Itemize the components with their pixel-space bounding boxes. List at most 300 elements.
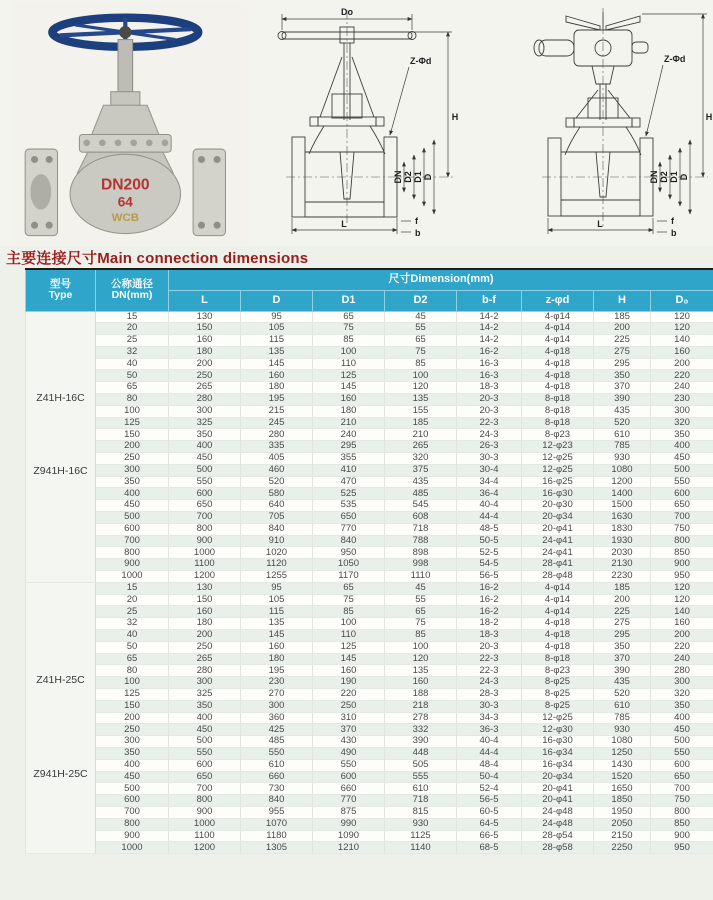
dimension-cell: 250 xyxy=(96,724,169,736)
dimension-cell: 225 xyxy=(594,606,651,618)
dimension-cell: 16-3 xyxy=(457,358,522,370)
dimension-cell: 16-2 xyxy=(457,582,522,594)
dimension-cell: 718 xyxy=(385,795,457,807)
dimension-cell: 300 xyxy=(169,405,241,417)
dimension-cell: 8-φ18 xyxy=(522,653,594,665)
dimension-cell: 180 xyxy=(241,653,313,665)
dimension-cell: 650 xyxy=(651,771,713,783)
dimension-cell: 660 xyxy=(313,783,385,795)
dimension-cell: 230 xyxy=(241,677,313,689)
dimension-cell: 48-5 xyxy=(457,523,522,535)
model-label: Z941H-25C xyxy=(33,768,88,781)
table-row xyxy=(26,441,713,453)
dimension-cell: 230 xyxy=(651,394,713,406)
dimension-cell: 875 xyxy=(313,806,385,818)
dimension-cell: 160 xyxy=(169,606,241,618)
dimension-cell: 600 xyxy=(313,771,385,783)
dimension-cell: 610 xyxy=(241,759,313,771)
dimension-cell: 16-φ30 xyxy=(522,736,594,748)
dimension-cell: 120 xyxy=(385,653,457,665)
dimension-cell: 1070 xyxy=(241,818,313,830)
dimension-cell: 1250 xyxy=(594,747,651,759)
dimension-cell: 280 xyxy=(651,665,713,677)
header-col-bf: b-f xyxy=(457,290,522,311)
dimension-cell: 24-3 xyxy=(457,429,522,441)
dimension-cell: 350 xyxy=(594,641,651,653)
dimension-cell: 30-3 xyxy=(457,453,522,465)
table-row xyxy=(26,346,713,358)
dimension-cell: 12-φ25 xyxy=(522,453,594,465)
dimension-cell: 12-φ30 xyxy=(522,724,594,736)
dimension-cell: 1180 xyxy=(241,830,313,842)
dimension-cell: 295 xyxy=(594,630,651,642)
dimension-cell: 1000 xyxy=(169,547,241,559)
dimension-cell: 900 xyxy=(169,535,241,547)
dimension-cell: 700 xyxy=(169,783,241,795)
dimension-cell: 20 xyxy=(96,594,169,606)
dimension-cell: 545 xyxy=(385,500,457,512)
dimension-cell: 20-φ41 xyxy=(522,795,594,807)
dimension-cell: 100 xyxy=(313,346,385,358)
dimension-cell: 20-φ34 xyxy=(522,512,594,524)
dimension-cell: 8-φ18 xyxy=(522,394,594,406)
dimension-cell: 34-4 xyxy=(457,476,522,488)
dimension-cell: 300 xyxy=(241,700,313,712)
dimension-cell: 998 xyxy=(385,559,457,571)
dimension-cell: 30-3 xyxy=(457,700,522,712)
table-header xyxy=(26,269,713,311)
dimension-cell: 180 xyxy=(169,618,241,630)
dimension-cell: 405 xyxy=(241,453,313,465)
dimension-cell: 50-4 xyxy=(457,771,522,783)
dimension-cell: 12-φ25 xyxy=(522,712,594,724)
dimension-cell: 240 xyxy=(651,382,713,394)
dimension-cell: 295 xyxy=(594,358,651,370)
dimension-cell: 505 xyxy=(385,759,457,771)
dimension-cell: 950 xyxy=(651,571,713,583)
dimension-cell: 250 xyxy=(313,700,385,712)
dimension-cell: 160 xyxy=(313,665,385,677)
dimension-cell: 1110 xyxy=(385,571,457,583)
dimension-cell: 145 xyxy=(313,382,385,394)
dimension-cell: 24-φ48 xyxy=(522,818,594,830)
dimension-cell: 500 xyxy=(169,464,241,476)
dimension-cell: 1520 xyxy=(594,771,651,783)
dimension-cell: 25 xyxy=(96,335,169,347)
dimension-cell: 1100 xyxy=(169,830,241,842)
dimension-cell: 1170 xyxy=(313,571,385,583)
table-row xyxy=(26,571,713,583)
illustration-strip xyxy=(0,0,713,246)
dimension-cell: 2030 xyxy=(594,547,651,559)
dimension-cell: 600 xyxy=(96,795,169,807)
dimension-cell: 278 xyxy=(385,712,457,724)
dimension-cell: 550 xyxy=(651,476,713,488)
dimension-cell: 1430 xyxy=(594,759,651,771)
table-row xyxy=(26,618,713,630)
dimension-cell: 4-φ14 xyxy=(522,311,594,323)
dimension-cell: 265 xyxy=(385,441,457,453)
dimension-cell: 145 xyxy=(241,630,313,642)
dimension-cell: 85 xyxy=(313,335,385,347)
table-row xyxy=(26,806,713,818)
dimension-cell: 22-3 xyxy=(457,653,522,665)
dimension-cell: 100 xyxy=(313,618,385,630)
dim-label-d2: D2 xyxy=(403,171,413,183)
dimension-cell: 45 xyxy=(385,311,457,323)
dimension-cell: 4-φ18 xyxy=(522,346,594,358)
table-row xyxy=(26,405,713,417)
table-row xyxy=(26,830,713,842)
dimension-cell: 1500 xyxy=(594,500,651,512)
dimension-cell: 4-φ18 xyxy=(522,618,594,630)
dimension-cell: 125 xyxy=(96,689,169,701)
dimension-cell: 410 xyxy=(313,464,385,476)
dimension-cell: 295 xyxy=(313,441,385,453)
dimension-cell: 4-φ14 xyxy=(522,594,594,606)
header-dimension-group: 尺寸Dimension(mm) xyxy=(169,269,713,290)
dimension-cell: 850 xyxy=(651,818,713,830)
dimension-cell: 110 xyxy=(313,630,385,642)
dimension-cell: 16-2 xyxy=(457,346,522,358)
dimension-cell: 150 xyxy=(96,429,169,441)
valve-photo xyxy=(12,2,248,244)
dimension-cell: 1000 xyxy=(96,571,169,583)
dimension-cell: 840 xyxy=(241,523,313,535)
dim-label-h: H xyxy=(705,112,713,122)
dimension-cell: 120 xyxy=(385,382,457,394)
table-row xyxy=(26,630,713,642)
header-col-d2: D2 xyxy=(385,290,457,311)
dimension-cell: 770 xyxy=(313,795,385,807)
dimension-cell: 1850 xyxy=(594,795,651,807)
dimension-cell: 930 xyxy=(385,818,457,830)
dimension-cell: 125 xyxy=(313,641,385,653)
dimension-cell: 75 xyxy=(313,323,385,335)
dimension-cell: 1830 xyxy=(594,523,651,535)
dimension-cell: 8-φ25 xyxy=(522,689,594,701)
dimension-cell: 190 xyxy=(313,677,385,689)
dimension-cell: 200 xyxy=(169,630,241,642)
dimension-cell: 8-φ18 xyxy=(522,405,594,417)
dimension-cell: 218 xyxy=(385,700,457,712)
dimension-cell: 32 xyxy=(96,618,169,630)
photo-marking-pn: 64 xyxy=(117,194,133,210)
dimension-cell: 900 xyxy=(651,830,713,842)
dimension-cell: 12-φ25 xyxy=(522,464,594,476)
table-row xyxy=(26,453,713,465)
dimension-cell: 840 xyxy=(241,795,313,807)
dimension-cell: 200 xyxy=(651,358,713,370)
dimension-cell: 150 xyxy=(96,700,169,712)
dimension-cell: 100 xyxy=(96,405,169,417)
dimension-cell: 28-φ48 xyxy=(522,571,594,583)
dimension-cell: 370 xyxy=(594,653,651,665)
dimension-cell: 4-φ14 xyxy=(522,582,594,594)
header-type: 型号 Type xyxy=(26,269,96,311)
dimension-cell: 4-φ14 xyxy=(522,335,594,347)
dimension-cell: 450 xyxy=(169,724,241,736)
dimension-cell: 700 xyxy=(96,535,169,547)
table-row xyxy=(26,582,713,594)
dimension-cell: 26-3 xyxy=(457,441,522,453)
table-row xyxy=(26,665,713,677)
dimension-cell: 40 xyxy=(96,630,169,642)
dimension-cell: 12-φ23 xyxy=(522,441,594,453)
dimension-cell: 240 xyxy=(651,653,713,665)
dimension-cell: 65 xyxy=(96,382,169,394)
dimension-cell: 180 xyxy=(169,346,241,358)
model-label: Z941H-16C xyxy=(33,464,88,477)
dimension-cell: 400 xyxy=(169,441,241,453)
header-col-l: L xyxy=(169,290,241,311)
dimension-cell: 550 xyxy=(169,476,241,488)
dimension-cell: 100 xyxy=(385,370,457,382)
dimension-cell: 125 xyxy=(96,417,169,429)
dimension-cell: 335 xyxy=(241,441,313,453)
dimension-cell: 600 xyxy=(96,523,169,535)
electric-valve-drawing xyxy=(512,0,713,244)
dimension-cell: 900 xyxy=(96,559,169,571)
dimension-cell: 1200 xyxy=(594,476,651,488)
dimension-cell: 125 xyxy=(313,370,385,382)
dimension-cell: 800 xyxy=(169,523,241,535)
dimension-cell: 160 xyxy=(651,346,713,358)
dimension-cell: 400 xyxy=(96,488,169,500)
dimension-cell: 610 xyxy=(385,783,457,795)
dimension-cell: 800 xyxy=(651,535,713,547)
dimension-cell: 300 xyxy=(651,405,713,417)
table-row xyxy=(26,535,713,547)
table-row xyxy=(26,641,713,653)
dimension-cell: 448 xyxy=(385,747,457,759)
dimension-cell: 280 xyxy=(169,665,241,677)
dimension-cell: 550 xyxy=(313,759,385,771)
dimension-cell: 4-φ14 xyxy=(522,323,594,335)
dimension-cell: 1080 xyxy=(594,736,651,748)
dimension-cell: 40-4 xyxy=(457,500,522,512)
dimension-cell: 188 xyxy=(385,689,457,701)
dimension-cell: 1090 xyxy=(313,830,385,842)
dimension-cell: 50-5 xyxy=(457,535,522,547)
dimension-cell: 370 xyxy=(313,724,385,736)
dimension-cell: 660 xyxy=(241,771,313,783)
dimension-cell: 195 xyxy=(241,665,313,677)
dim-label-l: L xyxy=(341,219,347,229)
table-row xyxy=(26,606,713,618)
dimension-cell: 40-4 xyxy=(457,736,522,748)
dimension-cell: 500 xyxy=(651,464,713,476)
table-row xyxy=(26,783,713,795)
dimension-cell: 66-5 xyxy=(457,830,522,842)
table-row xyxy=(26,759,713,771)
dimension-cell: 8-φ23 xyxy=(522,665,594,677)
dimension-cell: 610 xyxy=(594,700,651,712)
dimension-cell: 225 xyxy=(594,335,651,347)
dimension-cell: 4-φ18 xyxy=(522,370,594,382)
dimension-cell: 220 xyxy=(313,689,385,701)
dimension-cell: 24-3 xyxy=(457,677,522,689)
dimension-cell: 210 xyxy=(313,417,385,429)
dimension-cell: 54-5 xyxy=(457,559,522,571)
dimension-cell: 332 xyxy=(385,724,457,736)
dimension-cell: 34-3 xyxy=(457,712,522,724)
dimension-cell: 200 xyxy=(651,630,713,642)
dimension-cell: 1120 xyxy=(241,559,313,571)
dimension-cell: 550 xyxy=(651,747,713,759)
dimension-cell: 20-φ30 xyxy=(522,500,594,512)
dimension-cell: 280 xyxy=(241,429,313,441)
dimension-cell: 22-3 xyxy=(457,417,522,429)
table-row xyxy=(26,724,713,736)
dimension-cell: 500 xyxy=(169,736,241,748)
dimension-cell: 350 xyxy=(594,370,651,382)
dim-label-dn: DN xyxy=(649,170,659,184)
dimension-cell: 220 xyxy=(651,641,713,653)
dimension-cell: 150 xyxy=(169,323,241,335)
dimension-cell: 200 xyxy=(594,323,651,335)
dimension-cell: 1140 xyxy=(385,842,457,854)
dimension-cell: 990 xyxy=(313,818,385,830)
dimension-cell: 135 xyxy=(241,618,313,630)
dimension-cell: 640 xyxy=(241,500,313,512)
dimension-cell: 1125 xyxy=(385,830,457,842)
dimension-cell: 200 xyxy=(594,594,651,606)
dimension-cell: 16-φ30 xyxy=(522,488,594,500)
table-row xyxy=(26,488,713,500)
dimension-cell: 55 xyxy=(385,323,457,335)
dimension-cell: 1200 xyxy=(169,842,241,854)
dimension-cell: 36-3 xyxy=(457,724,522,736)
dimension-cell: 135 xyxy=(241,346,313,358)
dim-label-d2: D2 xyxy=(659,171,669,183)
dimension-cell: 910 xyxy=(241,535,313,547)
dim-label-l: L xyxy=(597,219,603,229)
dimension-cell: 20-φ41 xyxy=(522,523,594,535)
table-row xyxy=(26,417,713,429)
dimension-cell: 18-3 xyxy=(457,382,522,394)
model-label: Z41H-16C xyxy=(36,391,85,404)
manual-valve-drawing xyxy=(262,2,460,244)
dimension-cell: 425 xyxy=(241,724,313,736)
dimension-cell: 1200 xyxy=(169,571,241,583)
dimension-cell: 16-φ34 xyxy=(522,759,594,771)
dimension-cell: 4-φ18 xyxy=(522,382,594,394)
dimension-cell: 600 xyxy=(651,488,713,500)
type-cell xyxy=(26,582,96,853)
dimension-cell: 390 xyxy=(385,736,457,748)
dimension-cell: 400 xyxy=(96,759,169,771)
dimension-cell: 115 xyxy=(241,335,313,347)
table-row xyxy=(26,712,713,724)
dimension-cell: 18-2 xyxy=(457,618,522,630)
dimension-cell: 44-4 xyxy=(457,747,522,759)
table-row xyxy=(26,700,713,712)
dimension-cell: 20-3 xyxy=(457,394,522,406)
table-row xyxy=(26,653,713,665)
dimension-cell: 470 xyxy=(313,476,385,488)
header-col-h: H xyxy=(594,290,651,311)
dimension-cell: 100 xyxy=(96,677,169,689)
dimension-cell: 2050 xyxy=(594,818,651,830)
photo-marking-material: WCB xyxy=(111,212,140,225)
dimension-cell: 950 xyxy=(313,547,385,559)
dimension-cell: 700 xyxy=(651,512,713,524)
dimension-cell: 65 xyxy=(313,582,385,594)
dimension-cell: 1080 xyxy=(594,464,651,476)
dimension-cell: 265 xyxy=(169,653,241,665)
dimension-cell: 16-φ25 xyxy=(522,476,594,488)
dimension-cell: 2230 xyxy=(594,571,651,583)
table-row xyxy=(26,677,713,689)
dimension-cell: 800 xyxy=(96,547,169,559)
dimension-cell: 14-2 xyxy=(457,311,522,323)
dimension-cell: 360 xyxy=(241,712,313,724)
dimension-cell: 40 xyxy=(96,358,169,370)
dimension-cell: 15 xyxy=(96,311,169,323)
dimension-cell: 160 xyxy=(241,370,313,382)
dimension-cell: 450 xyxy=(96,500,169,512)
dimension-cell: 500 xyxy=(96,512,169,524)
dimension-cell: 325 xyxy=(169,417,241,429)
dimension-cell: 400 xyxy=(651,712,713,724)
dimension-cell: 56-5 xyxy=(457,795,522,807)
dimension-cell: 80 xyxy=(96,665,169,677)
dimension-cell: 4-φ18 xyxy=(522,630,594,642)
dimension-cell: 390 xyxy=(594,665,651,677)
dimension-cell: 390 xyxy=(594,394,651,406)
dimension-cell: 20-3 xyxy=(457,405,522,417)
dimension-cell: 435 xyxy=(385,476,457,488)
table-row xyxy=(26,559,713,571)
dimension-cell: 1400 xyxy=(594,488,651,500)
dimension-cell: 68-5 xyxy=(457,842,522,854)
dimension-cell: 580 xyxy=(241,488,313,500)
dimension-cell: 50 xyxy=(96,641,169,653)
dimension-cell: 45 xyxy=(385,582,457,594)
dimension-cell: 350 xyxy=(651,700,713,712)
dimension-cell: 8-φ23 xyxy=(522,429,594,441)
dimension-cell: 520 xyxy=(241,476,313,488)
dimension-cell: 1050 xyxy=(313,559,385,571)
dimension-cell: 265 xyxy=(169,382,241,394)
dimension-cell: 215 xyxy=(241,405,313,417)
dimension-cell: 22-3 xyxy=(457,665,522,677)
dimension-cell: 135 xyxy=(385,665,457,677)
dimension-cell: 700 xyxy=(651,783,713,795)
dimension-cell: 4-φ14 xyxy=(522,606,594,618)
dimension-cell: 80 xyxy=(96,394,169,406)
dimension-cell: 52-5 xyxy=(457,547,522,559)
dimension-cell: 280 xyxy=(169,394,241,406)
dimension-cell: 520 xyxy=(594,689,651,701)
dimension-cell: 275 xyxy=(594,346,651,358)
dimension-cell: 200 xyxy=(96,441,169,453)
dimension-cell: 24-φ41 xyxy=(522,535,594,547)
dimension-cell: 28-φ41 xyxy=(522,559,594,571)
dimension-cell: 320 xyxy=(651,689,713,701)
dimension-cell: 30-4 xyxy=(457,464,522,476)
dimension-cell: 850 xyxy=(651,547,713,559)
dimension-cell: 930 xyxy=(594,453,651,465)
dimension-cell: 275 xyxy=(594,618,651,630)
dimension-cell: 320 xyxy=(651,417,713,429)
dimension-cell: 105 xyxy=(241,323,313,335)
dimension-cell: 1255 xyxy=(241,571,313,583)
dimension-cell: 28-3 xyxy=(457,689,522,701)
dim-label-do: Do xyxy=(341,7,353,17)
table-row xyxy=(26,370,713,382)
